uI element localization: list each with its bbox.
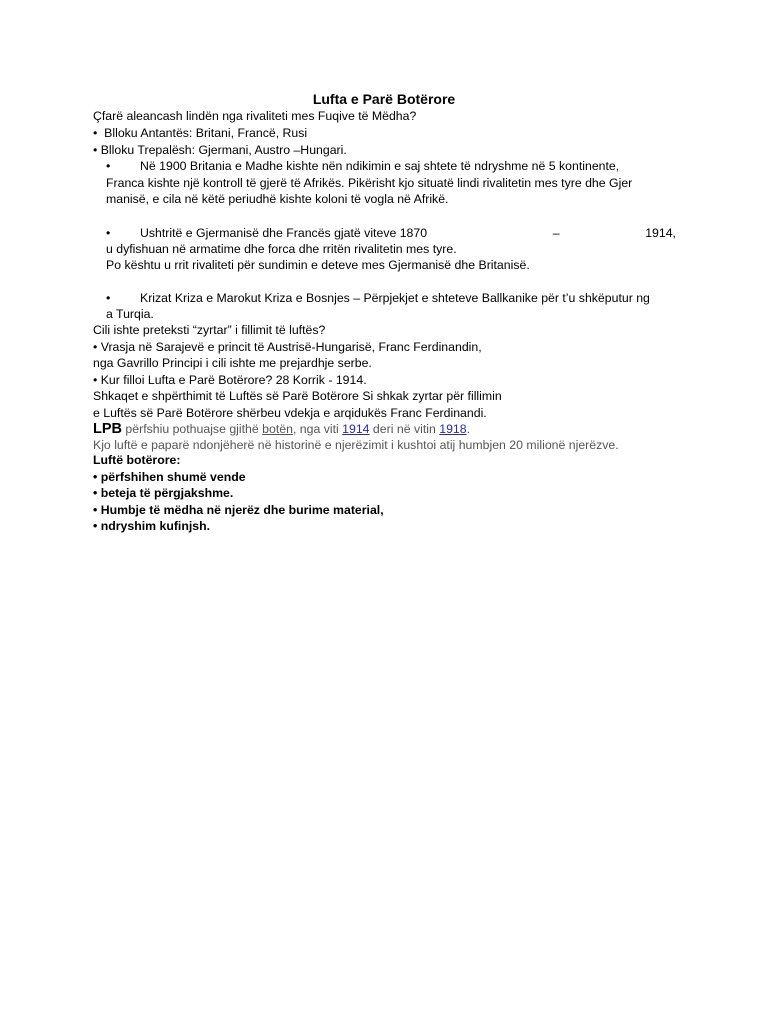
list-item-sarajevo: • Vrasja në Sarajevë e princit të Austrisë-Hungarisë, Franc Ferdinandin,	[93, 340, 482, 354]
lpb-line	[93, 421, 470, 438]
paragraph-armies-line-2: u dyfishuan në armatime dhe forca dhe rritën rivalitetin mes tyre.	[106, 242, 457, 256]
lpb-text-2: , nga viti	[292, 422, 343, 436]
question-pretext: Cili ishte preteksti “zyrtar” i fillimit të luftës?	[93, 323, 326, 337]
paragraph-crises-line-1	[106, 290, 650, 307]
lpb-abbr: LPB	[93, 421, 122, 437]
paragraph-colonies-line-1	[106, 158, 619, 175]
link-1918[interactable]: 1918	[439, 422, 467, 436]
list-item-countries: • përfshihen shumë vende	[93, 470, 246, 484]
lpb-text-4: .	[466, 422, 471, 436]
bullet-icon: •	[93, 126, 98, 140]
lpb-text-1: përfshiu pothuajse gjithë	[122, 422, 263, 436]
heading-world-war: Luftë botërore:	[93, 453, 181, 467]
document-title: Lufta e Parë Botërore	[312, 91, 456, 107]
list-item-battles: • beteja të përgjakshme.	[93, 486, 234, 500]
line-causes: Shkaqet e shpërthimit të Luftës së Parë Botërore Si shkak zyrtar për fillimin	[93, 389, 502, 403]
bullet-icon: •	[106, 226, 111, 240]
paragraph-armies-line-1	[106, 225, 676, 242]
armies-text	[106, 225, 427, 242]
list-item-entente	[93, 125, 307, 142]
paragraph-colonies-text-1: Në 1900 Britania e Madhe kishte nën ndikimin e saj shtete të ndryshme në 5 kontinente,	[140, 159, 620, 173]
line-casualties: Kjo luftë e paparë ndonjëherë në historinë e njerëzimit i kushtoi atij humbjen 20 milionë njerëzve.	[93, 438, 619, 452]
paragraph-crises-text-1: Krizat Kriza e Marokut Kriza e Bosnjes – Përpjekjet e shteteve Ballkanike për t’u shkëputur ng	[140, 291, 650, 305]
line-archduke: e Luftës së Parë Botërore shërbeu vdekja e arqidukës Franc Ferdinandi.	[93, 406, 487, 420]
paragraph-armies-line-3: Po kështu u rrit rivaliteti për sundimin e deteve mes Gjermanisë dhe Britanisë.	[106, 258, 530, 272]
paragraph-crises-line-2: a Turqia.	[106, 307, 154, 321]
question-alliances: Çfarë aleancash lindën nga rivaliteti mes Fuqive të Mëdha?	[93, 109, 417, 123]
list-item-borders: • ndryshim kufinjsh.	[93, 519, 211, 533]
link-1914[interactable]: 1914	[342, 422, 370, 436]
armies-text-start: Ushtritë e Gjermanisë dhe Francës gjatë viteve 1870	[140, 226, 428, 240]
list-item-start-date: • Kur filloi Lufta e Parë Botërore? 28 Korrik - 1914.	[93, 373, 367, 387]
entente-text: Blloku Antantës: Britani, Francë, Rusi	[104, 126, 308, 140]
armies-year: 1914,	[645, 226, 676, 240]
triple-alliance-text: Blloku Trepalësh: Gjermani, Austro –Hungari.	[100, 143, 347, 157]
lpb-text-3: deri në vitin	[369, 422, 440, 436]
link-world[interactable]: botën	[262, 422, 293, 436]
list-item-losses: • Humbje të mëdha në njerëz dhe burime material,	[93, 503, 384, 517]
paragraph-colonies-line-2: Franca kishte një kontroll të gjerë të Afrikës. Pikërisht kjo situatë lindi rivalitetin mes tyre dhe Gjer	[106, 176, 633, 190]
armies-dash: –	[552, 226, 560, 240]
bullet-icon: •	[93, 143, 98, 157]
paragraph-colonies-line-3: manisë, e cila në këtë periudhë kishte koloni të vogla në Afrikë.	[106, 192, 449, 206]
bullet-icon: •	[106, 291, 111, 305]
list-item-triple-alliance	[93, 142, 347, 159]
bullet-icon: •	[106, 159, 111, 173]
line-principi: nga Gavrillo Principi i cili ishte me prejardhje serbe.	[93, 356, 372, 370]
